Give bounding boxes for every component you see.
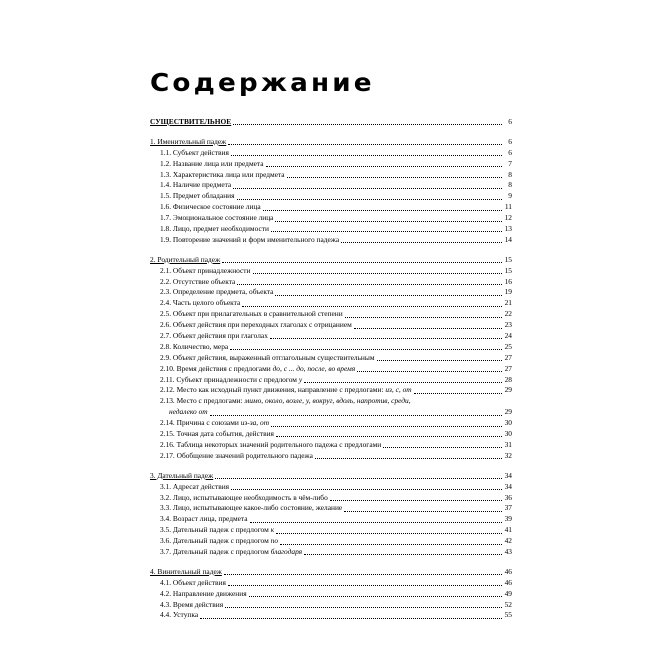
toc-entry-text: 1. Именительный падеж <box>150 136 227 146</box>
toc-entry-label <box>160 396 411 407</box>
toc-page-number: 34 <box>504 470 512 480</box>
toc-entry-text: 1.1. Субъект действия <box>160 147 229 157</box>
toc-page-number: 34 <box>504 481 512 491</box>
toc-page-number: 36 <box>504 492 512 502</box>
toc-page-number: 46 <box>504 577 512 587</box>
toc-page-number: 15 <box>504 265 512 275</box>
toc-entry[interactable] <box>150 191 512 202</box>
toc-leader-dots <box>276 532 502 534</box>
toc-page-number: 14 <box>504 234 512 244</box>
toc-entry[interactable] <box>150 277 512 288</box>
toc-entry-text: 4. Винительный падеж <box>150 566 222 576</box>
toc-entry[interactable] <box>150 440 512 451</box>
toc-leader-dots <box>200 617 502 619</box>
toc-page-number: 11 <box>504 202 512 212</box>
toc-entry-label <box>160 353 375 364</box>
toc-page-number: 32 <box>504 450 512 460</box>
toc-section-entry[interactable] <box>150 255 512 266</box>
toc-leader-dots <box>231 488 502 490</box>
toc-entry[interactable] <box>150 331 512 342</box>
toc-leader-dots <box>215 477 502 479</box>
toc-leader-dots <box>276 435 502 437</box>
toc-page-number: 22 <box>504 309 512 319</box>
toc-entry-text: 2.16. Таблица некоторых значений родительного падежа с предлогами <box>160 439 382 449</box>
toc-entry-label <box>160 451 313 462</box>
toc-entry-label <box>160 536 278 547</box>
toc-entry[interactable] <box>150 180 512 191</box>
toc-entry[interactable] <box>150 364 512 375</box>
toc-leader-dots <box>242 305 502 307</box>
toc-leader-dots <box>228 584 502 586</box>
toc-entry[interactable] <box>150 451 512 462</box>
toc-gap <box>150 128 512 137</box>
toc-entry-text: 2.17. Обобщение значений родительного падежа <box>160 450 313 460</box>
toc-page-number: 41 <box>504 525 512 535</box>
toc-entry-label <box>160 493 328 504</box>
toc-entry-label <box>160 385 412 396</box>
toc-leader-dots <box>287 176 502 178</box>
toc-page-number: 21 <box>504 298 512 308</box>
toc-entry-label <box>160 547 302 558</box>
toc-entry-label <box>160 342 228 353</box>
toc-leader-dots <box>414 392 502 394</box>
toc-entry[interactable] <box>150 503 512 514</box>
toc-entry[interactable] <box>150 493 512 504</box>
toc-entry-text: 4.3. Время действия <box>160 599 224 609</box>
toc-page-number: 42 <box>504 536 512 546</box>
toc-leader-dots <box>249 595 502 597</box>
toc-entry[interactable] <box>150 342 512 353</box>
toc-leader-dots <box>275 294 502 296</box>
toc-entry-label <box>160 224 269 235</box>
toc-page-number: 6 <box>508 147 512 157</box>
toc-entry-label <box>160 525 274 536</box>
toc-entry-label <box>160 148 229 159</box>
toc-page-number: 9 <box>508 191 512 201</box>
toc-page-number: 6 <box>508 136 512 146</box>
toc-page-number: 13 <box>504 224 512 234</box>
toc-entry-text: 3.4. Возраст лица, предмета <box>160 514 248 524</box>
toc-entry[interactable] <box>150 589 512 600</box>
toc-page-number: 29 <box>504 407 512 417</box>
toc-entry-label <box>150 137 226 148</box>
toc-entry-text: 2.2. Отсутствие объекта <box>160 276 236 286</box>
toc-entry-label <box>160 320 352 331</box>
toc-page-number: 12 <box>504 213 512 223</box>
table-of-contents <box>150 117 512 621</box>
toc-entry[interactable] <box>150 224 512 235</box>
toc-entry-label <box>160 287 273 298</box>
toc-leader-dots <box>233 123 502 125</box>
toc-page-number: 6 <box>508 117 512 126</box>
toc-page-number: 24 <box>504 331 512 341</box>
toc-entry-label <box>160 514 248 525</box>
page-title: Содержание <box>150 68 375 97</box>
toc-entry-label <box>160 610 198 621</box>
toc-leader-dots <box>230 348 502 350</box>
toc-page-number: 8 <box>508 169 512 179</box>
toc-entry-label <box>160 235 339 246</box>
toc-entry-label <box>169 407 208 418</box>
toc-page-number: 27 <box>504 363 512 373</box>
toc-entry[interactable] <box>150 514 512 525</box>
toc-entry[interactable] <box>150 396 512 407</box>
toc-entry-label <box>160 309 343 320</box>
toc-entry-italic-text: мимо, около, возле, у, вокруг, вдоль, напротив, среди, <box>244 396 411 406</box>
toc-entry-text: 2.10. Время действия с предлогами <box>160 363 273 373</box>
toc-leader-dots <box>228 143 502 145</box>
toc-entry-text: 1.6. Физическое состояние лица <box>160 202 261 212</box>
toc-entry[interactable] <box>150 600 512 611</box>
toc-section-entry[interactable] <box>150 471 512 482</box>
toc-leader-dots <box>341 241 502 243</box>
toc-entry-text: 1.2. Название лица или предмета <box>160 158 264 168</box>
toc-entry-text: 2.11. Субъект принадлежности с предлогом <box>160 374 299 384</box>
toc-entry[interactable] <box>150 578 512 589</box>
toc-gap <box>150 246 512 255</box>
toc-entry[interactable] <box>150 309 512 320</box>
toc-entry-text: 2.9. Объект действия, выраженный отглагольным существительным <box>160 352 375 362</box>
toc-section-entry[interactable] <box>150 567 512 578</box>
toc-entry-text: 1.7. Эмоциональное состояние лица <box>160 213 274 223</box>
toc-entry-text: 2.14. Причина с союзами <box>160 418 241 428</box>
toc-page-number: 19 <box>504 287 512 297</box>
toc-entry-label <box>160 503 342 514</box>
toc-entry-text: 2.12. Место как исходный пункт движения, направление с предлогами: <box>160 385 386 395</box>
toc-entry-text: 2.5. Объект при прилагательных в сравнительной степени <box>160 309 343 319</box>
toc-section-entry[interactable] <box>150 137 512 148</box>
toc-entry-label <box>160 191 235 202</box>
toc-page-number: 27 <box>504 352 512 362</box>
toc-entry[interactable] <box>150 610 512 621</box>
toc-leader-dots <box>345 316 502 318</box>
toc-leader-dots <box>304 553 502 555</box>
toc-entry-text: 3.3. Лицо, испытывающее какое-либо состояние, желание <box>160 503 343 513</box>
toc-page-number: 15 <box>504 254 512 264</box>
toc-entry-text: 3.2. Лицо, испытывающее необходимость в чём-либо <box>160 492 328 502</box>
toc-leader-dots <box>250 521 502 523</box>
toc-entry-text: 4.2. Направление движения <box>160 588 247 598</box>
toc-entry-label <box>150 471 213 482</box>
toc-entry[interactable] <box>150 547 512 558</box>
toc-entry-text: 3.6. Дательный падеж с предлогом <box>160 536 271 546</box>
toc-entry[interactable] <box>150 235 512 246</box>
toc-page-number: 37 <box>504 503 512 513</box>
toc-entry-label <box>160 600 223 611</box>
toc-entry-label <box>160 213 273 224</box>
toc-entry[interactable] <box>150 482 512 493</box>
toc-entry-text: СУЩЕСТВИТЕЛЬНОЕ <box>150 117 232 126</box>
toc-leader-dots <box>263 209 502 211</box>
toc-page-number: 29 <box>504 385 512 395</box>
toc-page-number: 49 <box>504 588 512 598</box>
toc-entry[interactable] <box>150 375 512 386</box>
toc-leader-dots <box>233 187 502 189</box>
toc-entry-label <box>160 180 231 191</box>
toc-leader-dots <box>383 446 502 448</box>
toc-leader-dots <box>280 543 502 545</box>
toc-entry-italic-text: у <box>298 374 303 384</box>
toc-page-number: 23 <box>504 320 512 330</box>
toc-entry-label <box>150 117 231 128</box>
toc-page-number: 25 <box>504 341 512 351</box>
toc-entry-label <box>160 331 268 342</box>
toc-entry-text: 1.5. Предмет обладания <box>160 191 235 201</box>
toc-entry-text: 1.3. Характеристика лица или предмета <box>160 169 285 179</box>
toc-entry-italic-text: по <box>270 536 279 546</box>
toc-entry-label <box>160 277 235 288</box>
toc-entry-text: 2.6. Объект действия при переходных глаголах с отрицанием <box>160 320 352 330</box>
toc-page-number: 16 <box>504 276 512 286</box>
toc-entry-italic-text: к <box>270 525 275 535</box>
toc-entry-label <box>160 578 226 589</box>
toc-entry-italic-text: из, с, от <box>385 385 412 395</box>
toc-entry-text: 2.15. Точная дата события, действия <box>160 429 274 439</box>
toc-entry[interactable] <box>150 407 512 418</box>
toc-page-number: 31 <box>504 439 512 449</box>
toc-entry[interactable] <box>150 159 512 170</box>
toc-leader-dots <box>344 510 502 512</box>
toc-page-number: 30 <box>504 429 512 439</box>
toc-leader-dots <box>304 381 502 383</box>
toc-entry-text: 2.4. Часть целого объекта <box>160 298 241 308</box>
toc-entry[interactable] <box>150 353 512 364</box>
toc-leader-dots <box>253 272 503 274</box>
toc-leader-dots <box>377 359 502 361</box>
toc-entry-text: 2.8. Количество, мера <box>160 341 229 351</box>
toc-entry[interactable] <box>150 266 512 277</box>
toc-entry-label <box>160 418 269 429</box>
toc-entry-text: 2.7. Объект действия при глаголах <box>160 331 268 341</box>
toc-entry-text: 4.4. Уступка <box>160 610 199 620</box>
toc-page-number: 55 <box>504 610 512 620</box>
toc-entry[interactable] <box>150 170 512 181</box>
toc-entry-italic-text: благодаря <box>270 546 303 556</box>
toc-leader-dots <box>271 425 502 427</box>
toc-page-number: 30 <box>504 418 512 428</box>
toc-entry-label <box>160 589 247 600</box>
toc-entry-label <box>150 567 222 578</box>
toc-section-entry[interactable] <box>150 117 512 128</box>
toc-entry-label <box>160 429 274 440</box>
toc-entry[interactable] <box>150 320 512 331</box>
toc-entry-text: 2. Родительный падеж <box>150 254 221 264</box>
toc-entry-label <box>160 159 264 170</box>
toc-leader-dots <box>224 573 502 575</box>
toc-entry[interactable] <box>150 287 512 298</box>
toc-entry-label <box>160 375 302 386</box>
toc-entry-text: 2.13. Место с предлогами: <box>160 396 245 406</box>
toc-gap <box>150 462 512 471</box>
toc-entry-label <box>160 482 229 493</box>
toc-entry-label <box>160 440 381 451</box>
toc-leader-dots <box>357 370 502 372</box>
toc-page-number: 39 <box>504 514 512 524</box>
toc-entry[interactable] <box>150 148 512 159</box>
toc-entry-italic-text: до, с ... до, после, во время <box>272 363 356 373</box>
toc-entry-text: 1.4. Наличие предмета <box>160 180 232 190</box>
toc-leader-dots <box>275 220 502 222</box>
toc-entry[interactable] <box>150 429 512 440</box>
toc-leader-dots <box>231 154 502 156</box>
toc-entry-text: 4.1. Объект действия <box>160 577 226 587</box>
toc-entry-text: 1.8. Лицо, предмет необходимости <box>160 224 269 234</box>
toc-page-number: 52 <box>504 599 512 609</box>
toc-leader-dots <box>210 414 502 416</box>
toc-entry-italic-text: недалеко от <box>169 407 208 417</box>
toc-entry[interactable] <box>150 525 512 536</box>
toc-entry-text: 3. Дательный падеж <box>150 470 214 480</box>
toc-leader-dots <box>266 165 502 167</box>
toc-leader-dots <box>237 198 502 200</box>
toc-entry[interactable] <box>150 385 512 396</box>
toc-entry-label <box>160 298 240 309</box>
toc-entry[interactable] <box>150 298 512 309</box>
toc-entry[interactable] <box>150 536 512 547</box>
toc-entry-label <box>160 202 261 213</box>
toc-entry-text: 2.1. Объект принадлежности <box>160 265 251 275</box>
toc-page-number: 7 <box>508 158 512 168</box>
toc-entry-italic-text: из-за, от <box>240 418 270 428</box>
toc-leader-dots <box>354 327 502 329</box>
toc-page-number: 46 <box>504 566 512 576</box>
toc-leader-dots <box>222 261 502 263</box>
toc-entry-text: 3.5. Дательный падеж с предлогом <box>160 525 271 535</box>
toc-leader-dots <box>330 499 502 501</box>
toc-page-number: 28 <box>504 374 512 384</box>
toc-leader-dots <box>315 457 502 459</box>
toc-entry-label <box>160 266 251 277</box>
toc-entry[interactable] <box>150 202 512 213</box>
toc-leader-dots <box>271 230 502 232</box>
toc-entry-text: 3.1. Адресат действия <box>160 481 230 491</box>
toc-leader-dots <box>225 606 502 608</box>
toc-entry-text: 3.7. Дательный падеж с предлогом <box>160 546 271 556</box>
toc-entry[interactable] <box>150 418 512 429</box>
toc-page-number: 8 <box>508 180 512 190</box>
toc-entry-text: 1.9. Повторение значений и форм именительного падежа <box>160 234 340 244</box>
toc-entry-text: 2.3. Определение предмета, объекта <box>160 287 274 297</box>
toc-entry-label <box>150 255 220 266</box>
toc-page-number: 43 <box>504 546 512 556</box>
toc-leader-dots <box>237 283 502 285</box>
toc-entry-label <box>160 364 355 375</box>
toc-entry-label <box>160 170 285 181</box>
toc-leader-dots <box>270 337 502 339</box>
toc-entry[interactable] <box>150 213 512 224</box>
toc-gap <box>150 558 512 567</box>
